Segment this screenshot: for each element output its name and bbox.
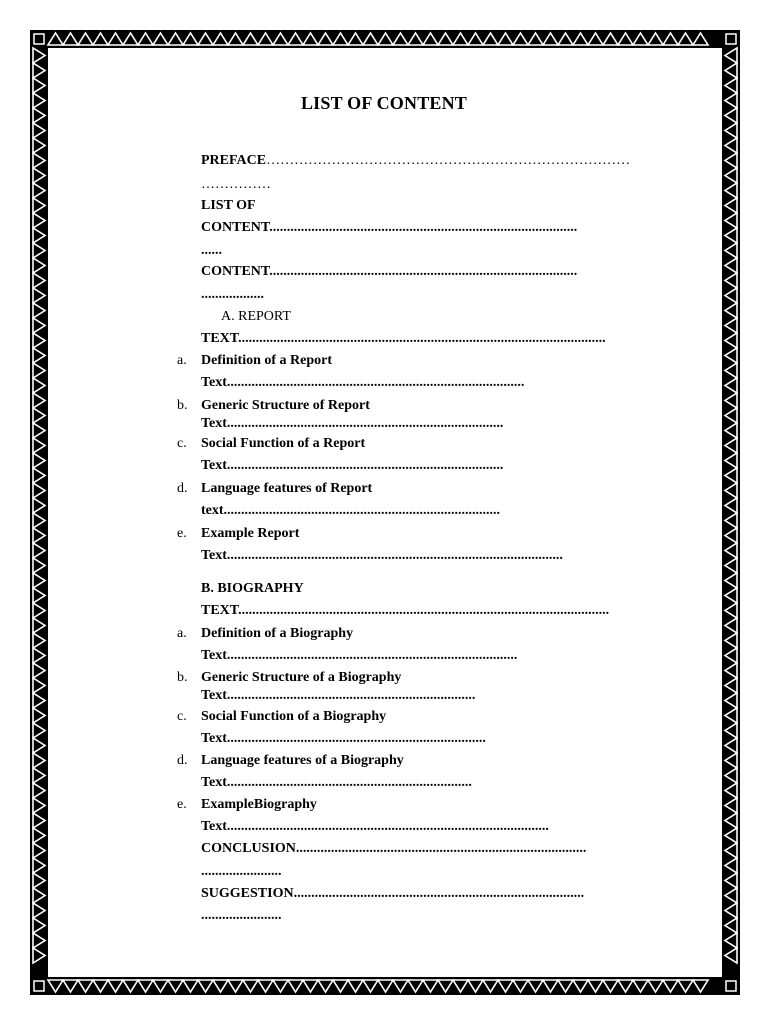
suggestion-entry: SUGGESTION................................................................................... (201, 886, 585, 901)
conclusion-entry: CONCLUSION................................................................................... (201, 841, 587, 856)
section-a-heading: A. REPORT (221, 309, 291, 324)
list-item-title: Example Report (201, 526, 300, 541)
list-item-marker: b. (177, 670, 188, 685)
preface-leader-dots: …………………………………………………………………… (266, 153, 631, 168)
list-item-text: Text................................................................................... (201, 648, 518, 663)
list-item-marker: b. (177, 398, 188, 413)
list-item-marker: a. (177, 353, 187, 368)
list-item-marker: c. (177, 436, 187, 451)
list-item-marker: e. (177, 526, 187, 541)
list-item-title: Definition of a Report (201, 353, 333, 368)
list-item-marker: e. (177, 797, 187, 812)
list-item-marker: a. (177, 626, 187, 641)
list-item-text: Text...................................................................... (201, 775, 472, 790)
list-item-marker: d. (177, 753, 188, 768)
list-item-text: Text.......................................................................... (201, 731, 486, 746)
list-item-text: Text....................................................................... (201, 688, 476, 703)
preface-entry (201, 153, 630, 169)
list-item-text: Text................................................................................................ (201, 548, 563, 563)
list-item-title: Generic Structure of a Biography (201, 670, 402, 685)
list-item-text: Text............................................................................................ (201, 819, 549, 834)
list-of-content-entry: LIST OF (201, 198, 256, 213)
section-a-text: TEXT......................................................................................................... (201, 331, 606, 346)
content-entry: CONTENT........................................................................................ (201, 264, 578, 279)
content-entry-line2: .................. (201, 287, 264, 302)
page-title: LIST OF CONTENT (300, 93, 468, 113)
list-item-title: Social Function of a Biography (201, 709, 387, 724)
list-item-marker: d. (177, 481, 188, 496)
list-item-marker: c. (177, 709, 187, 724)
list-item-title: Definition of a Biography (201, 626, 354, 641)
section-b-text: TEXT.......................................................................................................... (201, 603, 610, 618)
list-of-content-entry-line3: ...... (201, 243, 222, 258)
list-item-text: Text............................................................................... (201, 416, 504, 431)
conclusion-entry-line2: ....................... (201, 864, 282, 879)
suggestion-entry-line2: ....................... (201, 908, 282, 923)
list-item-title: ExampleBiography (201, 797, 317, 812)
list-item-title: Language features of a Biography (201, 753, 404, 768)
list-item-title: Social Function of a Report (201, 436, 366, 451)
preface-label: PREFACE (201, 153, 267, 168)
list-of-content-entry-line2: CONTENT........................................................................................ (201, 220, 578, 235)
list-item-title: Language features of Report (201, 481, 373, 496)
preface-leader-dots-continued: …………… (201, 177, 271, 192)
list-item-title: Generic Structure of Report (201, 398, 370, 413)
section-b-heading: B. BIOGRAPHY (201, 581, 304, 596)
list-item-text: text............................................................................... (201, 503, 501, 518)
list-item-text: Text..................................................................................... (201, 375, 525, 390)
list-item-text: Text............................................................................... (201, 458, 504, 473)
